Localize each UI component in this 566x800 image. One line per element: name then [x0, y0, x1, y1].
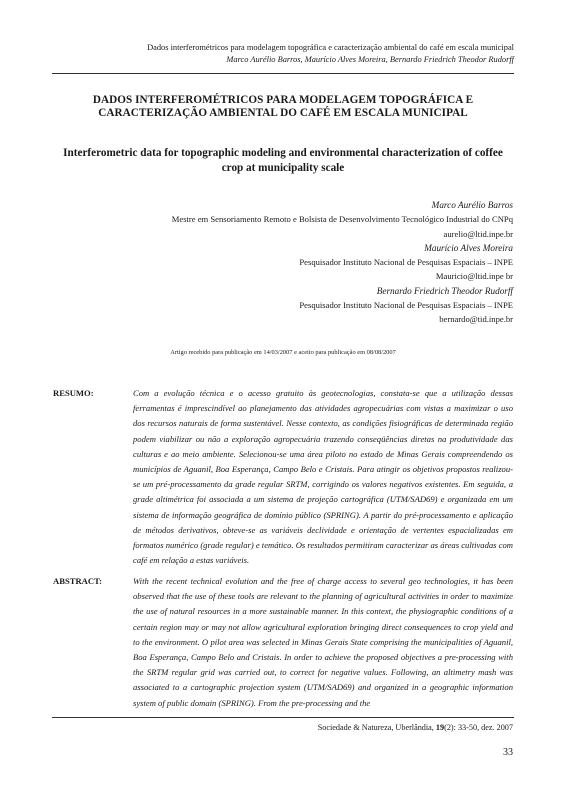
- received-note: Artigo recebido para publicação em 14/03/2007 e aceito para publicação em 08/08/2007: [170, 349, 396, 356]
- running-header-authors: Marco Aurélio Barros, Maurício Alves Moreira, Bernardo Friedrich Theodor Rudorff: [226, 54, 514, 64]
- author-affiliation: Pesquisador Instituto Nacional de Pesquisas Espaciais – INPE: [299, 300, 513, 311]
- abstract-label: ABSTRACT:: [53, 576, 103, 586]
- author-name: Maurício Alves Moreira: [424, 242, 513, 253]
- header-rule: [52, 73, 514, 74]
- title-english: Interferometric data for topographic modeling and environmental characterization of coffee crop at municipality scale: [63, 147, 503, 174]
- author-affiliation: Pesquisador Instituto Nacional de Pesquisas Espaciais – INPE: [299, 257, 513, 268]
- resumo-text: Com a evolução técnica e o acesso gratuito às geotecnologias, constata-se que a utilização dessas ferramentas é imprescindível ao planejamento das atividades agropecuárias com vistas a maximizar o uso dos recursos naturais de forma sustentável. Nesse contexto, as condições fisiográficas de determinada região podem viabilizar ou não a exploração agropecuária trazendo conseqüências diretas na produtividade das culturas e ao meio ambiente. Selecionou-se uma área piloto no estado de Minas Gerais compreendendo os municípios de Aguanil, Boa Esperança, Campo Belo e Cristais. Para atingir os objetivos propostos realizou-se um pré-processamento da grade regular SRTM, corrigindo os valores negativos existentes. Em seguida, a grade altimétrica foi associada a um sistema de projeção cartográfica (UTM/SAD69) e organizada em um sistema de informação geográfica de domínio público (SPRING). A partir do pré-processamento e aplicação de métodos derivativos, obteve-se as variáveis declividade e orientação de vertentes espacializadas em formatos numérico (grade regular) e temático. Os resultados permitiram caracterizar as áreas cultivadas com café em relação a estas variáveis.: [133, 388, 513, 566]
- journal-citation: [113, 722, 513, 733]
- author-name: Bernardo Friedrich Theodor Rudorff: [376, 285, 513, 296]
- running-header-title: Dados interferométricos para modelagem topográfica e caracterização ambiental do café em escala municipal: [147, 43, 514, 52]
- author-name: Marco Aurélio Barros: [431, 200, 513, 210]
- author-block: [93, 198, 513, 327]
- abstract-text: With the recent technical evolution and the free of charge access to several geo technologies, it has been observed that the use of these tools are relevant to the planning of agricultural activities in order to maximize the use of natural resources in a more sustainable manner. In this context, the physiographic conditions of a certain region may or may not allow agricultural exploration bringing direct consequences to crop yield and to the environment. O pilot area was selected in Minas Gerais State comprising the municipalities of Aguanil, Boa Esperança, Campo Belo and Cristais. In order to achieve the proposed objectives a pre-processing with the SRTM regular grid was carried out, to correct for negative values. Following, an altimetry mash was associated to a cartographic projection system (UTM/SAD69) and organized in a geographic information system of public domain (SPRING). From the pre-processing and the: [133, 576, 513, 708]
- page-number: 33: [503, 747, 513, 758]
- author-affiliation: Mestre em Sensoriamento Remoto e Bolsista de Desenvolvimento Tecnológico Industrial do CNPq: [171, 214, 513, 225]
- title-portuguese: DADOS INTERFEROMÉTRICOS PARA MODELAGEM TOPOGRÁFICA E CARACTERIZAÇÃO AMBIENTAL DO CAFÉ EM ESCALA MUNICIPAL: [92, 94, 474, 119]
- journal-volume: 19: [435, 723, 445, 732]
- running-header: [54, 42, 514, 65]
- footer-rule: [52, 717, 514, 718]
- author-email: Mauricio@ltid.inpe br: [435, 271, 513, 282]
- resumo-label: RESUMO:: [53, 388, 94, 398]
- journal-name: Sociedade & Natureza, Uberlândia,: [317, 723, 434, 732]
- journal-issue-pages: (2): 33-50, dez. 2007: [444, 723, 513, 732]
- author-email: bernardo@tid.inpe.br: [439, 314, 513, 325]
- author-email: aurelio@ltid.inpe.br: [443, 228, 513, 239]
